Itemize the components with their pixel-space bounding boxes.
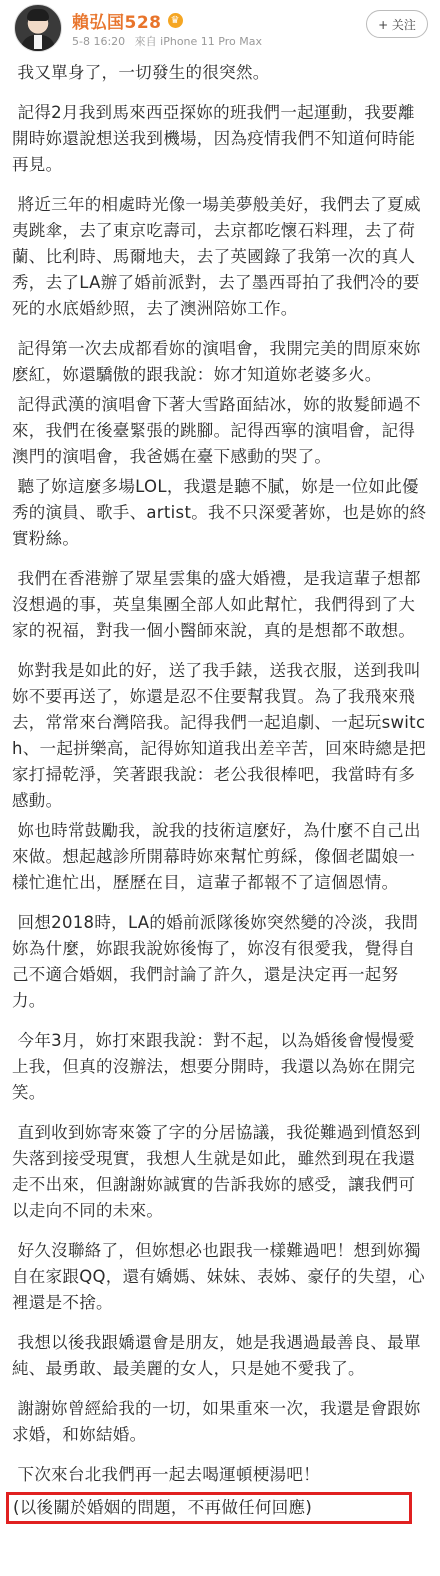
post-paragraph: 記得武漢的演唱會下著大雪路面結冰，妳的妝髮師過不來，我們在後臺緊張的跳腳。記得西寧的演唱會，記得澳門的演唱會，我爸媽在臺下感動的哭了。 <box>12 395 421 466</box>
post-body <box>12 60 428 1524</box>
username-row <box>72 8 183 33</box>
post-header <box>0 0 440 58</box>
post-meta <box>72 33 268 49</box>
post-paragraph: 我又單身了，一切發生的很突然。 <box>12 63 270 82</box>
post-paragraph: 回想2018時，LA的婚前派隊後妳突然變的冷淡，我問妳為什麼，妳跟我說妳後悔了，妳沒有很愛我，覺得自己不適合婚姻，我們討論了許久，還是決定再一起努力。 <box>12 913 419 1010</box>
post-source: 來自 iPhone 11 Pro Max <box>134 35 262 48</box>
post-paragraph: 妳對我是如此的好，送了我手錶，送我衣服，送到我叫妳不要再送了，妳還是忍不住要幫我買。為了我飛來飛去，常常來台灣陪我。記得我們一起追劇、一起玩switch、一起拼樂高，記得妳知道我出差辛苦，回來時總是把家打掃乾淨，笑著跟我說：老公我很棒吧，我當時有多感動。 <box>12 661 426 810</box>
post-paragraph: 聽了妳這麼多場LOL，我還是聽不膩，妳是一位如此優秀的演員、歌手、artist。我不只深愛著妳，也是妳的終實粉絲。 <box>12 477 427 548</box>
post-paragraph: 妳也時常鼓勵我，說我的技術這麼好，為什麼不自己出來做。想起越診所開幕時妳來幫忙剪綵，像個老闆娘一樣忙進忙出，歷歷在目，這輩子都報不了這個恩情。 <box>12 821 421 892</box>
post-paragraph: 下次來台北我們再一起去喝運頓梗湯吧！ <box>12 1465 320 1484</box>
post-paragraph: 記得2月我到馬來西亞探妳的班我們一起運動，我要離開時妳還說想送我到機場，因為疫情我們不知道何時能再見。 <box>12 103 416 174</box>
post-paragraph: 我們在香港辦了眾星雲集的盛大婚禮，是我這輩子想都沒想過的事，英皇集團全部人如此幫忙，我們得到了大家的祝福，對我一個小醫師來說，真的是想都不敢想。 <box>12 569 421 640</box>
avatar[interactable] <box>14 4 62 52</box>
username[interactable]: 賴弘国528 <box>72 13 162 33</box>
follow-button[interactable]: + 关注 <box>366 10 428 38</box>
post-paragraph: 好久沒聯絡了，但妳想必也跟我一樣難過吧！想到妳獨自在家跟QQ，還有嬌媽、妹妹、表姊、豪仔的失望，心裡還是不捨。 <box>12 1241 425 1312</box>
post-time: 5-8 16:20 <box>72 35 126 48</box>
post-paragraph: 今年3月，妳打來跟我說：對不起，以為婚後會慢慢愛上我，但真的沒辦法，想要分開時，我還以為妳在開完笑。 <box>12 1031 416 1102</box>
post-paragraph: 謝謝妳曾經給我的一切，如果重來一次，我還是會跟妳求婚，和妳結婚。 <box>12 1399 421 1444</box>
footnote-text: (以後關於婚姻的問題，不再做任何回應) <box>13 1498 313 1517</box>
post-paragraph: 記得第一次去成都看妳的演唱會，我開完美的問原來妳麽紅，妳還驕傲的跟我說：妳才知道妳老婆多火。 <box>12 339 421 384</box>
post-paragraph: 直到收到妳寄來簽了字的分居協議，我從難過到憤怒到失落到接受現實，我想人生就是如此，雖然到現在我還走不出來，但謝謝妳誠實的告訴我妳的感受，讓我們可以走向不同的未來。 <box>12 1123 421 1220</box>
post-paragraph: 我想以後我跟嬌還會是朋友，她是我遇過最善良、最單純、最勇敢、最美麗的女人，只是她不愛我了。 <box>12 1333 421 1378</box>
post-paragraph: 將近三年的相處時光像一場美夢般美好，我們去了夏威夷跳傘，去了東京吃壽司，去京都吃懷石料理，去了荷蘭、比利時、馬爾地夫，去了英國錄了我第一次的真人秀，去了LA辦了婚前派對，去了墨西哥拍了我們冷的要死的水底婚紗照，去了澳洲陪妳工作。 <box>12 195 421 318</box>
vip-crown-icon: ♛ <box>168 13 183 28</box>
footnote-highlight-box <box>6 1492 412 1524</box>
